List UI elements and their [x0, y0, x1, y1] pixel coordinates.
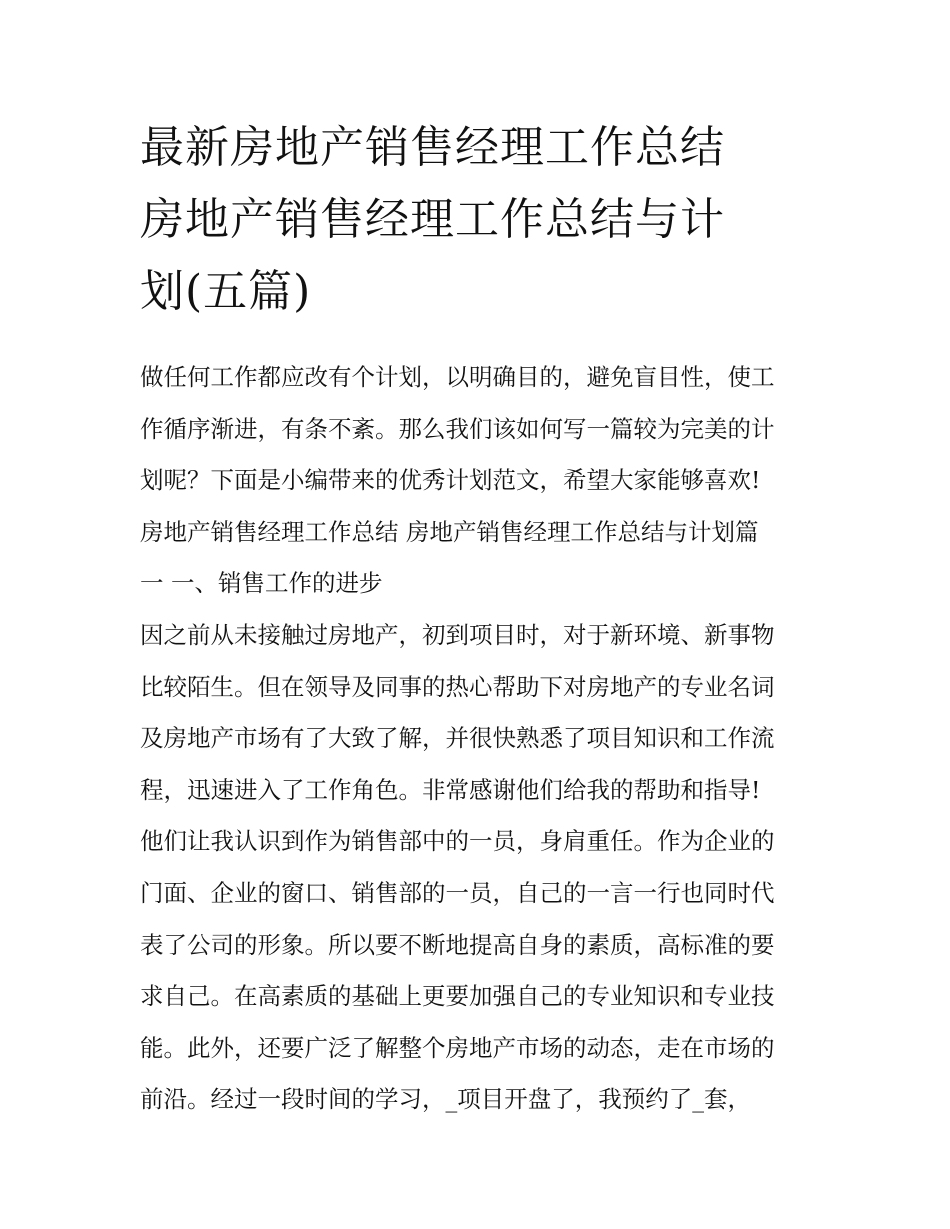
body-line: 比较陌生。但在领导及同事的热心帮助下对房地产的专业名词: [140, 672, 775, 701]
body-line: 及房地产市场有了大致了解，并很快熟悉了项目知识和工作流: [140, 724, 775, 753]
body-line: 划呢？下面是小编带来的优秀计划范文，希望大家能够喜欢!: [140, 466, 761, 495]
body-line: 做任何工作都应改有个计划，以明确目的，避免盲目性，使工: [140, 363, 775, 391]
document-body: [140, 352, 830, 1126]
title-line: 划(五篇): [140, 266, 312, 317]
section-heading-line: 一 一、销售工作的进步: [140, 569, 383, 598]
body-line: 因之前从未接触过房地产，初到项目时，对于新环境、新事物: [140, 620, 775, 649]
body-line: 程，迅速进入了工作角色。非常感谢他们给我的帮助和指导!: [140, 775, 761, 804]
body-line: 能。此外，还要广泛了解整个房地产市场的动态，走在市场的: [140, 1033, 775, 1062]
body-line: 门面、企业的窗口、销售部的一员，自己的一言一行也同时代: [140, 878, 775, 907]
document-title: [140, 112, 840, 328]
title-line: 房地产销售经理工作总结与计: [140, 194, 725, 245]
section-heading-line: 房地产销售经理工作总结 房地产销售经理工作总结与计划篇: [140, 517, 759, 546]
body-line: 他们让我认识到作为销售部中的一员，身肩重任。作为企业的: [140, 827, 775, 856]
body-line: 作循序渐进，有条不紊。那么我们该如何写一篇较为完美的计: [140, 414, 775, 443]
body-line: 求自己。在高素质的基础上更要加强自己的专业知识和专业技: [140, 982, 775, 1011]
title-line: 最新房地产销售经理工作总结: [140, 122, 725, 173]
body-line: 表了公司的形象。所以要不断地提高自身的素质，高标准的要: [140, 930, 775, 959]
body-line: 前沿。经过一段时间的学习，_项目开盘了，我预约了_套，: [140, 1085, 751, 1114]
